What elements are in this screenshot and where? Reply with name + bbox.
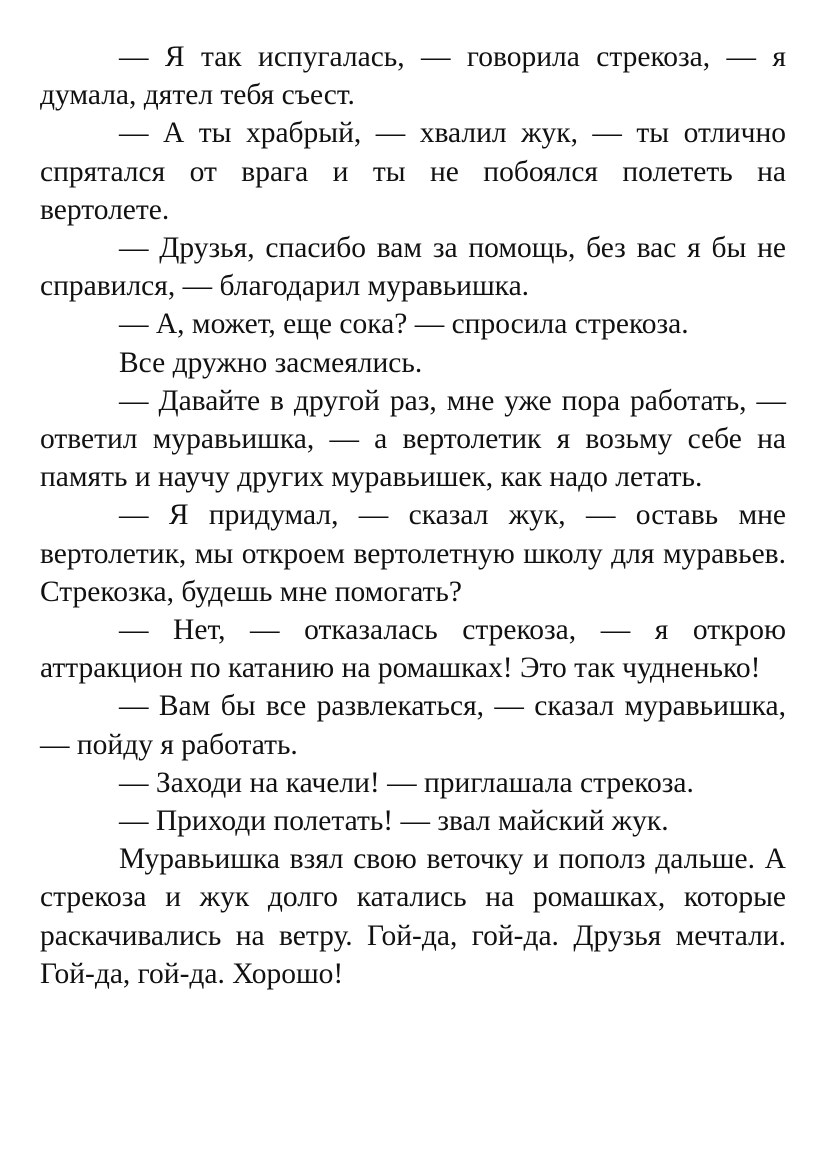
paragraph-3: — Друзья, спасибо вам за помощь, без вас я бы не справился, — благодарил муравьишка.: [40, 232, 786, 303]
paragraph-4: — А, может, еще сока? — спросила стрекоза.: [119, 308, 689, 341]
paragraph-1: — Я так испугалась, — говорила стрекоза, — я думала, дятел тебя съест.: [40, 41, 786, 112]
paragraph-7: — Я придумал, — сказал жук, — оставь мне вертолетик, мы откроем вертолетную школу для муравьев. Стрекозка, будешь мне помогать?: [40, 499, 786, 608]
paragraph-5: Все дружно засмеялись.: [119, 346, 423, 379]
paragraph-2: — А ты храбрый, — хвалил жук, — ты отлично спрятался от врага и ты не побоялся полететь на вертолете.: [40, 117, 786, 226]
paragraph-6: — Давайте в другой раз, мне уже пора работать, — ответил муравьишка, — а вертолетик я возьму себе на память и научу других муравьишек, как надо летать.: [40, 384, 786, 494]
paragraph-9: — Вам бы все развлекаться, — сказал муравьишка, — пойду я работать.: [40, 690, 786, 761]
paragraph-10: — Заходи на качели! — приглашала стрекоза.: [119, 766, 694, 799]
paragraph-8: — Нет, — отказалась стрекоза, — я открою аттракцион по катанию на ромашках! Это так чудненько!: [40, 614, 786, 685]
paragraph-12: Муравьишка взял свою веточку и пополз дальше. А стрекоза и жук долго катались на ромашках, которые раскачивались на ветру. Гой-да, гой-да. Друзья мечтали. Гой-да, гой-да. Хорошо!: [40, 843, 786, 990]
paragraph-11: — Приходи полетать! — звал майский жук.: [119, 805, 669, 838]
document-page: [40, 38, 786, 993]
